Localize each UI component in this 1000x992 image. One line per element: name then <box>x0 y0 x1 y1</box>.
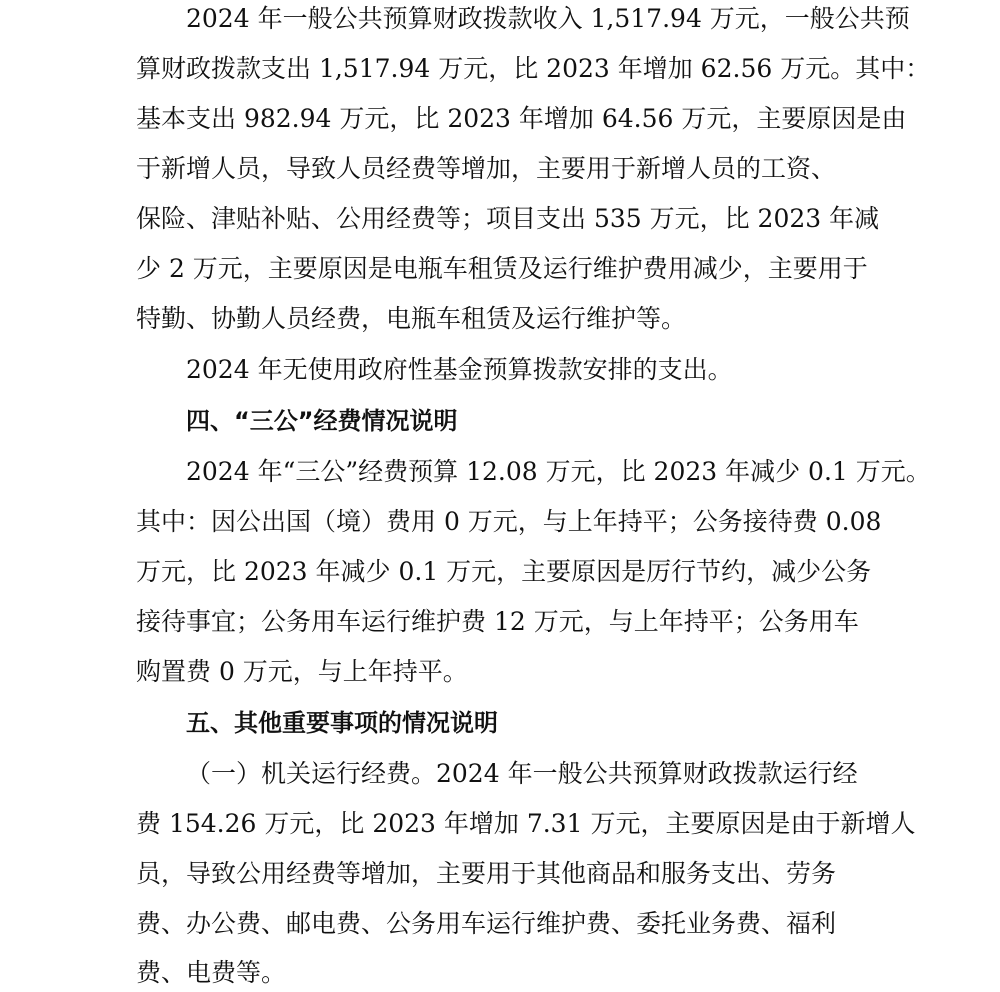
text-line: 费、电费等。 <box>136 958 287 987</box>
text-line: 少 2 万元，主要原因是电瓶车租赁及运行维护费用减少，主要用于 <box>136 254 868 283</box>
section-heading: 五、其他重要事项的情况说明 <box>186 709 498 737</box>
text-line: 购置费 0 万元，与上年持平。 <box>136 657 468 686</box>
text-line: 2024 年“三公”经费预算 12.08 万元，比 2023 年减少 0.1 万元。 <box>186 457 931 486</box>
section-heading: 四、“三公”经费情况说明 <box>186 407 458 435</box>
text-line: 2024 年一般公共预算财政拨款收入 1,517.94 万元，一般公共预 <box>186 4 910 33</box>
text-line: 接待事宜；公务用车运行维护费 12 万元，与上年持平；公务用车 <box>136 607 859 636</box>
text-line: 基本支出 982.94 万元，比 2023 年增加 64.56 万元，主要原因是由 <box>136 104 907 133</box>
text-line: 费、办公费、邮电费、公务用车运行维护费、委托业务费、福利 <box>136 909 837 938</box>
text-line: 员，导致公用经费等增加，主要用于其他商品和服务支出、劳务 <box>136 859 837 888</box>
text-line: 算财政拨款支出 1,517.94 万元，比 2023 年增加 62.56 万元。其中： <box>136 54 931 83</box>
text-line: 万元，比 2023 年减少 0.1 万元，主要原因是厉行节约，减少公务 <box>136 557 872 586</box>
text-line: 2024 年无使用政府性基金预算拨款安排的支出。 <box>186 355 733 384</box>
text-line: 于新增人员，导致人员经费等增加，主要用于新增人员的工资、 <box>136 154 837 183</box>
text-line: 保险、津贴补贴、公用经费等；项目支出 535 万元，比 2023 年减 <box>136 204 880 233</box>
text-line: 特勤、协勤人员经费，电瓶车租赁及运行维护等。 <box>136 304 687 333</box>
text-line: （一）机关运行经费。2024 年一般公共预算财政拨款运行经 <box>186 759 858 788</box>
text-line: 费 154.26 万元，比 2023 年增加 7.31 万元，主要原因是由于新增人 <box>136 809 916 838</box>
text-line: 其中：因公出国（境）费用 0 万元，与上年持平；公务接待费 0.08 <box>136 507 882 536</box>
